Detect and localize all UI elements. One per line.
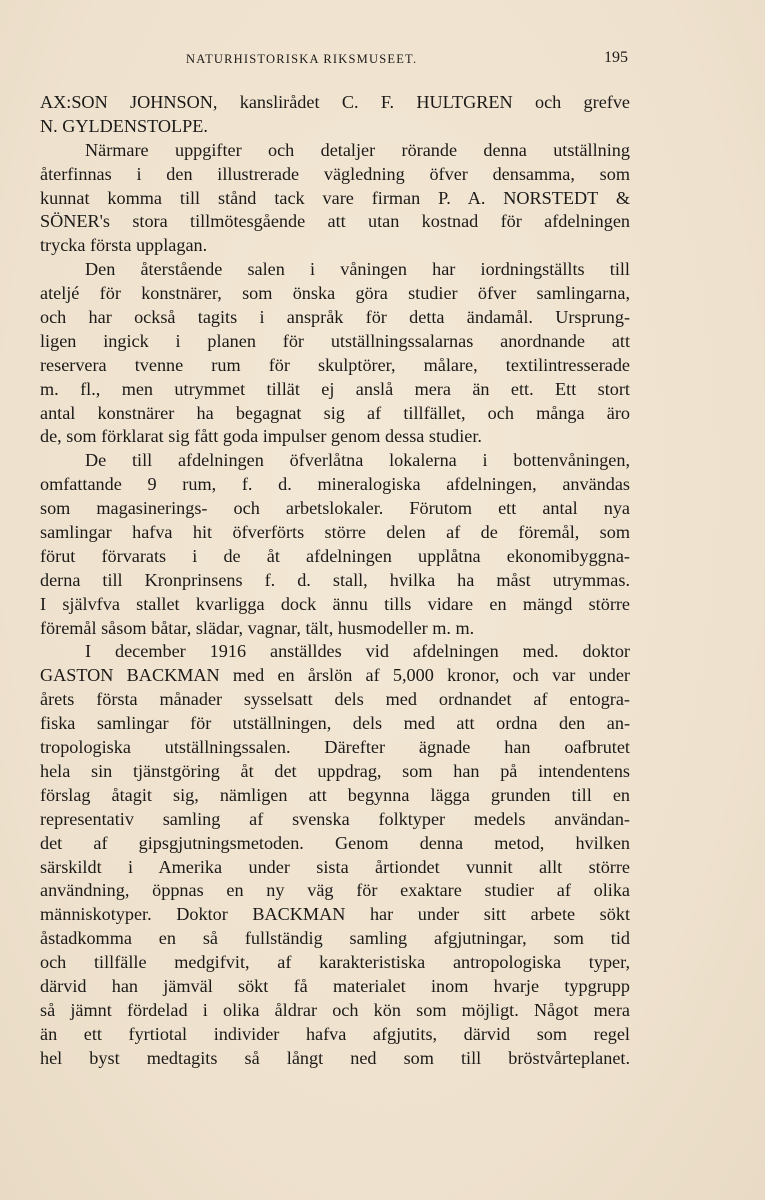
text-line: Den återstående salen i våningen har iordningställts till xyxy=(85,259,630,280)
text-line: människotyper. Doktor BACKMAN har under sitt arbete sökt xyxy=(40,904,630,925)
text-line: det af gipsgjutningsmetoden. Genom denna metod, hvilken xyxy=(40,832,630,853)
text-line: kunnat komma till stånd tack vare firman P. A. NORSTEDT & xyxy=(40,187,630,208)
text-line: omfattande 9 rum, f. d. mineralogiska afdelningen, användas xyxy=(40,474,630,495)
text-line: därvid han jämväl sökt få materialet inom hvarje typgrupp xyxy=(40,975,630,996)
text-line: SÖNER's stora tillmötesgående att utan kostnad för afdelningen xyxy=(40,211,630,232)
text-line: så jämnt fördelad i olika åldrar och kön som möjligt. Något mera xyxy=(40,999,630,1020)
text-line: förut förvarats i de åt afdelningen upplåtna ekonomibyggna- xyxy=(40,545,630,566)
text-line: fiska samlingar för utställningen, dels med att ordna den an- xyxy=(40,713,630,734)
text-line: tropologiska utställningssalen. Därefter ägnade han oafbrutet xyxy=(40,737,630,758)
running-title: NATURHISTORISKA RIKSMUSEET. xyxy=(186,52,418,66)
text-line: återfinnas i den illustrerade vägledning öfver densamma, som xyxy=(40,163,630,184)
text-line: trycka första upplagan. xyxy=(40,235,208,256)
text-line: Närmare uppgifter och detaljer rörande denna utställning xyxy=(85,139,630,160)
text-line: föremål såsom båtar, slädar, vagnar, tält, husmodeller m. m. xyxy=(40,617,475,638)
body-text xyxy=(40,91,630,1071)
page-number: 195 xyxy=(604,49,628,66)
text-line: AX:SON JOHNSON, kanslirådet C. F. HULTGREN och grefve xyxy=(40,92,630,112)
text-line: hela sin tjänstgöring åt det uppdrag, som han på intendentens xyxy=(40,760,630,781)
text-line: användning, öppnas en ny väg för exaktare studier af olika xyxy=(40,880,630,901)
running-head xyxy=(40,49,628,72)
text-line: reservera tvenne rum för skulptörer, målare, textilintresserade xyxy=(40,354,630,375)
text-line: GASTON BACKMAN med en årslön af 5,000 kronor, och var under xyxy=(40,665,630,686)
text-line: I självfva stallet kvarligga dock ännu tills vidare en mängd större xyxy=(40,593,630,614)
text-line: som magasinerings- och arbetslokaler. Förutom ett antal nya xyxy=(40,498,630,519)
text-line: samlingar hafva hit öfverförts större delen af de föremål, som xyxy=(40,522,630,543)
text-line: och tillfälle medgifvit, af karakteristiska antropologiska typer, xyxy=(40,952,630,973)
text-line: än ett fyrtiotal individer hafva afgjutits, därvid som regel xyxy=(40,1023,630,1044)
text-line: De till afdelningen öfverlåtna lokalerna i bottenvåningen, xyxy=(85,450,630,471)
text-line: särskildt i Amerika under sista årtiondet vunnit allt större xyxy=(40,856,630,877)
text-line: ligen ingick i planen för utställningssalarnas anordnande att xyxy=(40,330,630,351)
text-line: förslag åtagit sig, nämligen att begynna lägga grunden till en xyxy=(40,784,630,805)
text-line: de, som förklarat sig fått goda impulser genom dessa studier. xyxy=(40,426,482,447)
text-line: ateljé för konstnärer, som önska göra studier öfver samlingarna, xyxy=(40,283,630,304)
text-line: årets första månader sysselsatt dels med ordnandet af entogra- xyxy=(40,689,630,710)
text-line: åstadkomma en så fullständig samling afgjutningar, som tid xyxy=(40,928,630,949)
text-line: I december 1916 anställdes vid afdelningen med. doktor xyxy=(85,641,630,662)
text-line: N. GYLDENSTOLPE. xyxy=(40,115,208,136)
text-line: antal konstnärer ha begagnat sig af tillfället, och många äro xyxy=(40,402,630,423)
text-line: representativ samling af svenska folktyper medels användan- xyxy=(40,808,630,829)
text-line: derna till Kronprinsens f. d. stall, hvilka ha måst utrymmas. xyxy=(40,569,630,590)
text-line: hel byst medtagits så långt ned som till bröstvårteplanet. xyxy=(40,1047,630,1068)
text-line: och har också tagits i anspråk för detta ändamål. Ursprung- xyxy=(40,307,630,328)
text-line: m. fl., men utrymmet tillät ej anslå mera än ett. Ett stort xyxy=(40,378,630,399)
